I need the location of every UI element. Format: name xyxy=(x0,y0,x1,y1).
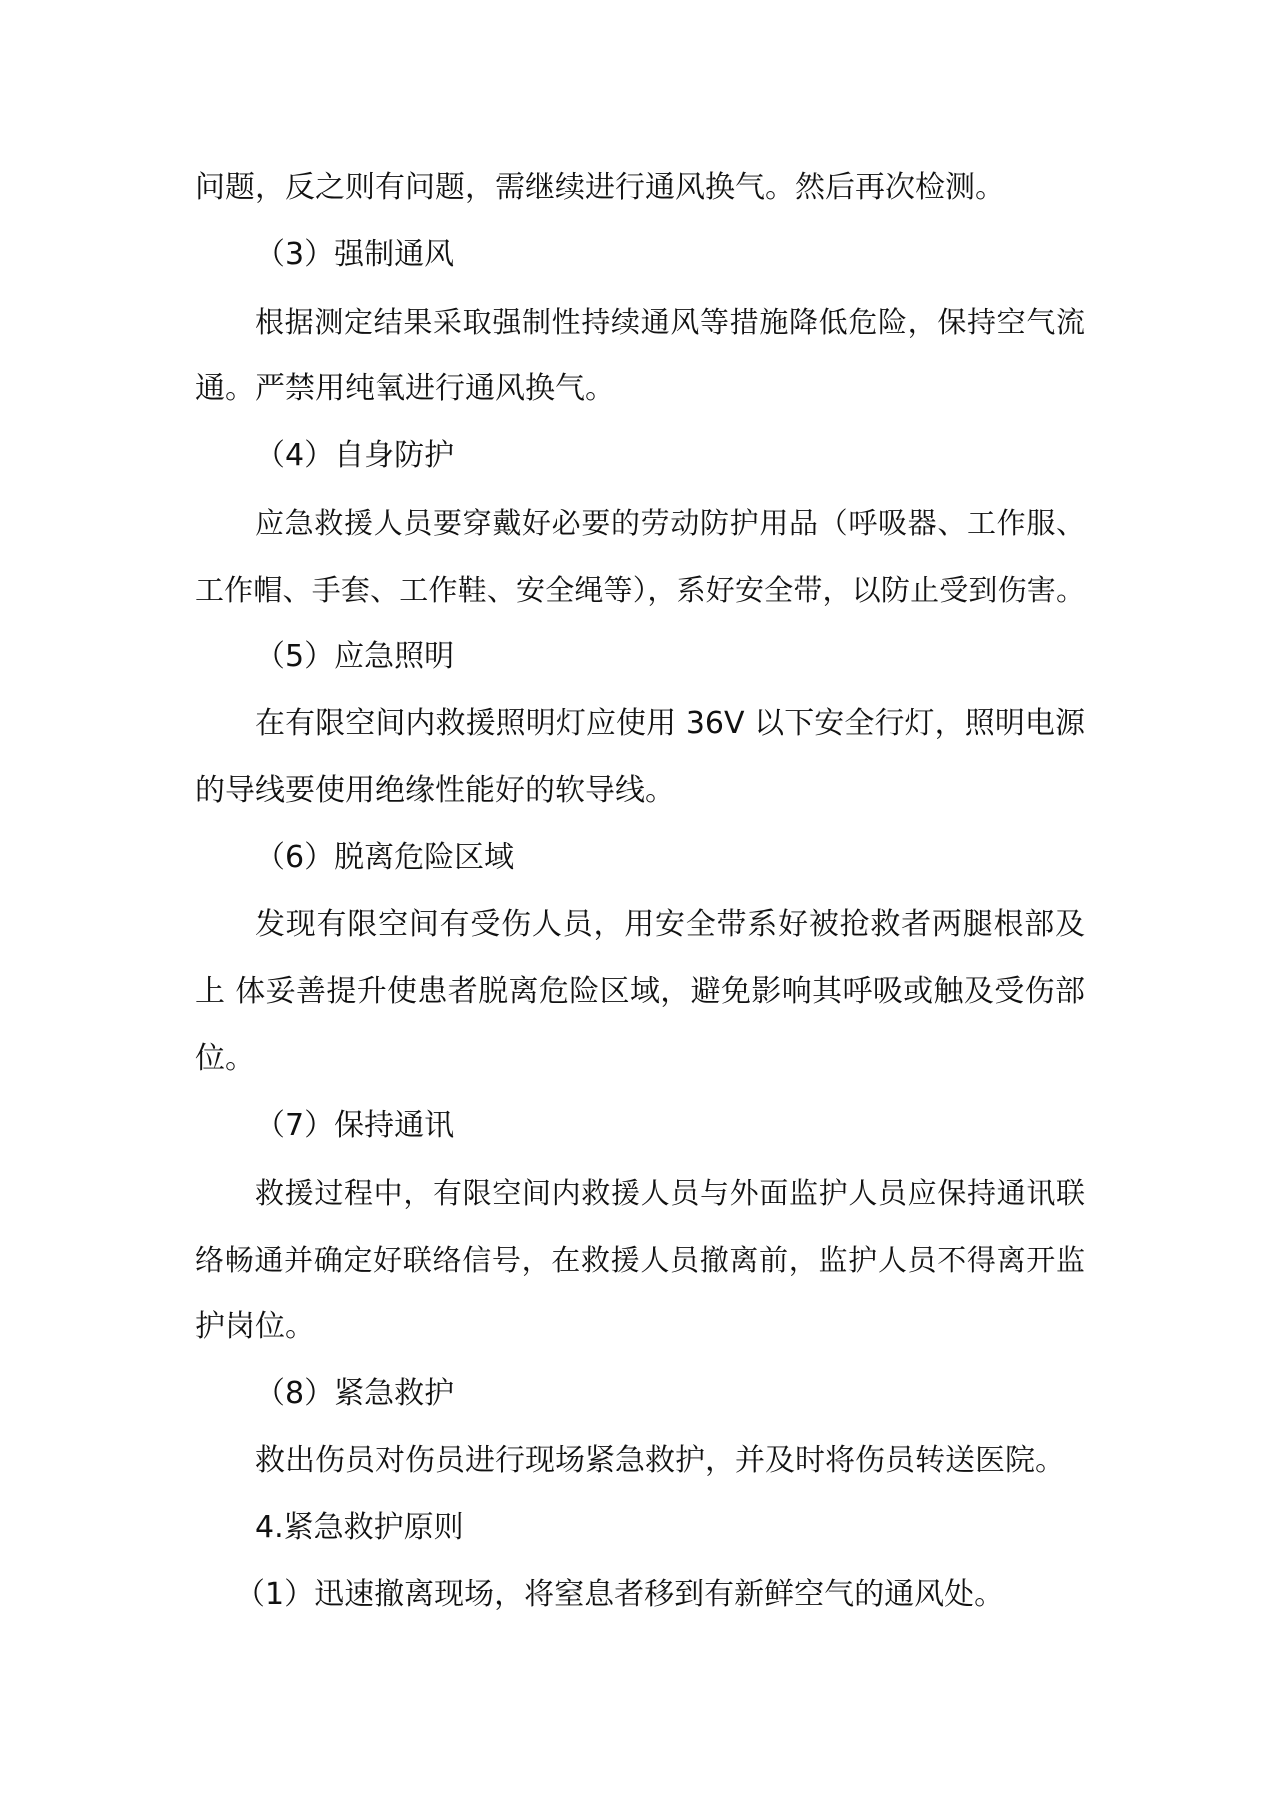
list-item: （1）迅速撤离现场，将窒息者移到有新鲜空气的通风处。 xyxy=(235,1577,1005,1612)
paragraph-line: 救援过程中，有限空间内救援人员与外面监护人员应保持通讯联 xyxy=(255,1176,1085,1210)
paragraph-line: 上 体妥善提升使患者脱离危险区域，避免影响其呼吸或触及受伤部 xyxy=(195,974,1085,1009)
paragraph-line: 护岗位。 xyxy=(195,1309,315,1344)
paragraph-line: 工作帽、手套、工作鞋、安全绳等），系好安全带，以防止受到伤害。 xyxy=(195,573,1085,607)
paragraph-line: 位。 xyxy=(195,1041,255,1076)
paragraph-line: 的导线要使用绝缘性能好的软导线。 xyxy=(195,773,675,808)
paragraph-line: 应急救援人员要穿戴好必要的劳动防护用品（呼吸器、工作服、 xyxy=(255,506,1085,540)
paragraph-line: 问题，反之则有问题，需继续进行通风换气。然后再次检测。 xyxy=(195,170,1005,205)
paragraph-line: 通。严禁用纯氧进行通风换气。 xyxy=(195,371,615,406)
section-heading: （7）保持通讯 xyxy=(255,1108,455,1143)
section-heading: （4）自身防护 xyxy=(255,438,455,473)
section-heading: （5）应急照明 xyxy=(255,639,455,674)
section-heading: （8）紧急救护 xyxy=(255,1376,455,1411)
paragraph-line: 救出伤员对伤员进行现场紧急救护，并及时将伤员转送医院。 xyxy=(255,1443,1065,1478)
section-heading: （6）脱离危险区域 xyxy=(255,840,515,875)
paragraph-line: 根据测定结果采取强制性持续通风等措施降低危险，保持空气流 xyxy=(255,305,1085,339)
section-heading: 4.紧急救护原则 xyxy=(255,1510,464,1545)
section-heading: （3）强制通风 xyxy=(255,237,455,272)
paragraph-line: 在有限空间内救援照明灯应使用 36V 以下安全行灯，照明电源 xyxy=(255,706,1085,741)
paragraph-line: 发现有限空间有受伤人员，用安全带系好被抢救者两腿根部及 xyxy=(255,907,1085,942)
paragraph-line: 络畅通并确定好联络信号，在救援人员撤离前，监护人员不得离开监 xyxy=(195,1243,1085,1277)
